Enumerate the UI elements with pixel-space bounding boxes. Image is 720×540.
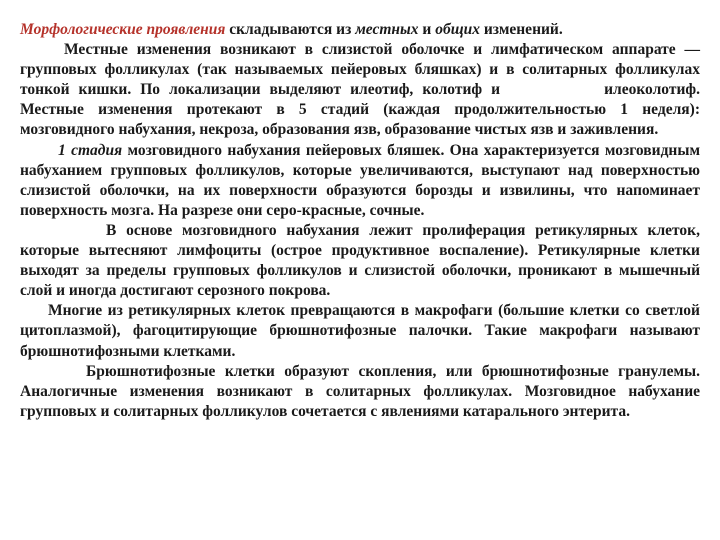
paragraph-intro [20, 20, 700, 40]
stage-label: 1 стадия [58, 141, 123, 159]
text-segment: Многие из ретикулярных клеток превращаются в макрофаги (большие клетки со светлой цитоплазмой), фагоцитирующие брюшнотифозные палочки. Такие макрофаги называют брюшнотифозными клетками. [20, 302, 700, 360]
text-segment: мозговидного набухания пейеровых бляшек. Она характеризуется мозговидным набуханием групповых фолликулов, которые увеличиваются, выступают над поверхностью слизистой оболочки, на их поверхности образуются борозды и извилины, что напоминает поверхность мозга. На разрезе они серо-красные, сочные. [20, 141, 701, 219]
text-segment: илеоколотиф. Местные изменения протекают в 5 стадий (каждая продолжительностью 1 неделя): мозговидного набухания, некроза, образования язв, образование чистых язв и заживления. [20, 81, 700, 139]
text-segment: В основе мозговидного набухания лежит пролиферация ретикулярных клеток, которые вытесняют лимфоциты (острое продуктивное воспаление). Ретикулярные клетки выходят за пределы групповых фолликулов и слизистой оболочки, проникают в мышечный слой и иногда достигают серозного покрова. [20, 221, 700, 300]
text-segment: изменений. [480, 21, 563, 38]
document-page [20, 20, 700, 422]
emphasis-general: общих [435, 21, 480, 38]
highlighted-term: Морфологические проявления [20, 21, 226, 38]
text-segment: и [418, 21, 436, 38]
paragraph-local-changes [20, 40, 700, 140]
paragraph-macrophages [20, 301, 700, 361]
paragraph-stage-1 [20, 141, 700, 221]
text-segment: складываются из [225, 21, 356, 38]
paragraph-granulomas [20, 362, 700, 422]
text-segment: Брюшнотифозные клетки образуют скопления, или брюшнотифозные гранулемы. Аналогичные изменения возникают в солитарных фолликулах. Мозговидное набухание групповых и солитарных фолликулов сочетается с явлениями катарального энтерита. [20, 362, 700, 420]
text-segment: Местные изменения возникают в слизистой оболочке и лимфатическом аппарате — групповых фолликулах (так называемых пейеровых бляшках) и в солитарных фолликулах тонкой кишки. По локализации выделяют илеотиф, колотиф и [20, 41, 700, 99]
paragraph-basis [20, 221, 700, 301]
emphasis-local: местных [355, 21, 419, 38]
